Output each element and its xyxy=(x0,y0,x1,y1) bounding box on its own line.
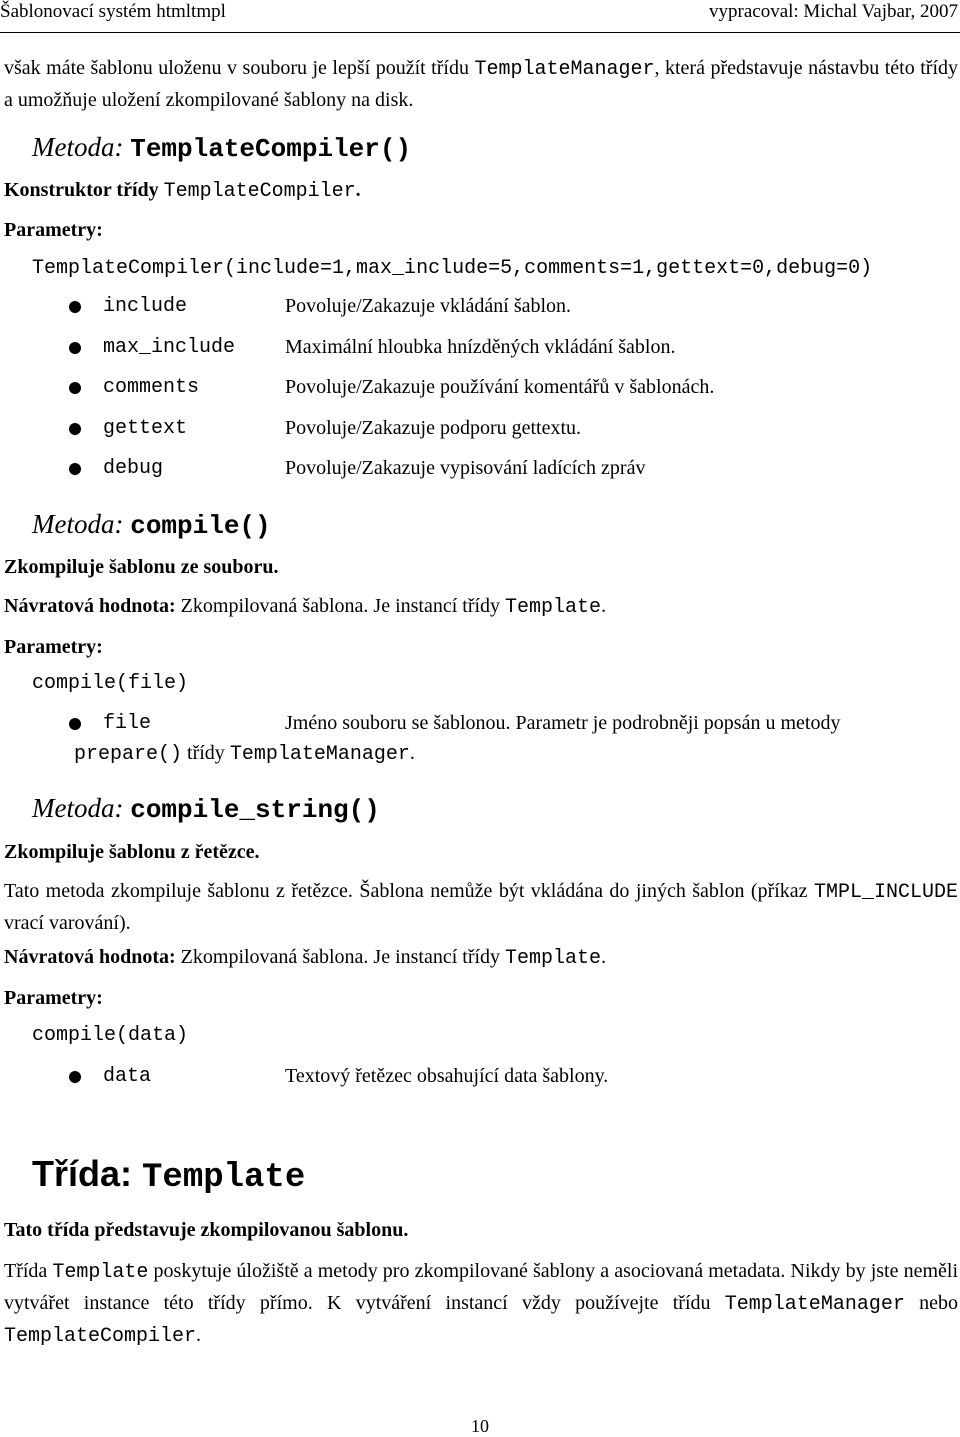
compile-string-description: Zkompiluje šablonu z řetězce. xyxy=(4,841,260,863)
bullet-icon xyxy=(69,342,81,354)
params-label: Parametry: xyxy=(4,987,103,1009)
param-description-continued: prepare() třídy TemplateManager. xyxy=(74,742,415,766)
bullet-icon xyxy=(69,423,81,435)
param-description: Textový řetězec obsahující data šablony. xyxy=(285,1065,609,1087)
header-author: vypracoval: Michal Vajbar, 2007 xyxy=(709,1,958,22)
bullet-icon xyxy=(69,301,81,313)
param-name: debug xyxy=(103,457,164,480)
constructor-description: Konstruktor třídy TemplateCompiler. xyxy=(4,179,361,203)
return-value: Návratová hodnota: Zkompilovaná šablona. Je instancí třídy Template. xyxy=(4,946,607,970)
param-description: Povoluje/Zakazuje používání komentářů v šablonách. xyxy=(285,376,715,398)
compile-string-paragraph: Tato metoda zkompiluje šablonu z řetězce. Šablona nemůže být vkládána do jiných šablon (příkaz TMPL_INCLUDE vrací varování). xyxy=(4,880,958,934)
param-name: comments xyxy=(103,376,200,399)
method-heading-compile: Metoda: compile() xyxy=(32,509,271,541)
params-label: Parametry: xyxy=(4,636,103,658)
page-number: 10 xyxy=(471,1416,489,1436)
code-templatemanager: TemplateManager xyxy=(474,58,655,81)
bullet-icon xyxy=(69,463,81,475)
bullet-icon xyxy=(69,382,81,394)
class-description: Tato třída představuje zkompilovanou šablonu. xyxy=(4,1219,409,1241)
param-description: Povoluje/Zakazuje vkládání šablon. xyxy=(285,295,572,317)
signature: compile(file) xyxy=(32,672,189,695)
param-name: file xyxy=(103,712,152,735)
bullet-icon xyxy=(69,718,81,730)
param-name: data xyxy=(103,1065,152,1088)
method-heading-compile-string: Metoda: compile_string() xyxy=(32,793,380,825)
params-label: Parametry: xyxy=(4,219,103,241)
signature: compile(data) xyxy=(32,1024,189,1047)
method-heading-templatecompiler: Metoda: TemplateCompiler() xyxy=(32,132,412,164)
param-name: include xyxy=(103,295,188,318)
header-title: Šablonovací systém htmltmpl xyxy=(0,1,226,22)
param-description: Maximální hloubka hnízděných vkládání šablon. xyxy=(285,336,676,358)
param-name: max_include xyxy=(103,336,236,359)
class-paragraph: Třída Template poskytuje úložiště a metody pro zkompilované šablony a asociovaná metadata. Nikdy by jste neměli vytvářet instance této třídy přímo. K vytváření instancí vždy používejte třídu TemplateManager nebo TemplateCompiler. xyxy=(4,1260,959,1348)
param-description: Povoluje/Zakazuje podporu gettextu. xyxy=(285,417,582,439)
return-value: Návratová hodnota: Zkompilovaná šablona. Je instancí třídy Template. xyxy=(4,595,607,619)
class-heading-template: Třída: Template xyxy=(32,1153,306,1197)
header-rule xyxy=(0,32,960,33)
bullet-icon xyxy=(69,1071,81,1083)
param-name: gettext xyxy=(103,417,188,440)
intro-paragraph: však máte šablonu uloženu v souboru je lepší použít třídu TemplateManager, která představuje nástavbu této třídy a umožňuje uložení zkompilované šablony na disk. xyxy=(4,57,959,111)
param-description: Jméno souboru se šablonou. Parametr je podrobněji popsán u metody xyxy=(285,712,841,734)
param-description: Povoluje/Zakazuje vypisování ladících zpráv xyxy=(285,457,646,479)
signature: TemplateCompiler(include=1,max_include=5,comments=1,gettext=0,debug=0) xyxy=(32,257,873,280)
compile-description: Zkompiluje šablonu ze souboru. xyxy=(4,556,279,578)
